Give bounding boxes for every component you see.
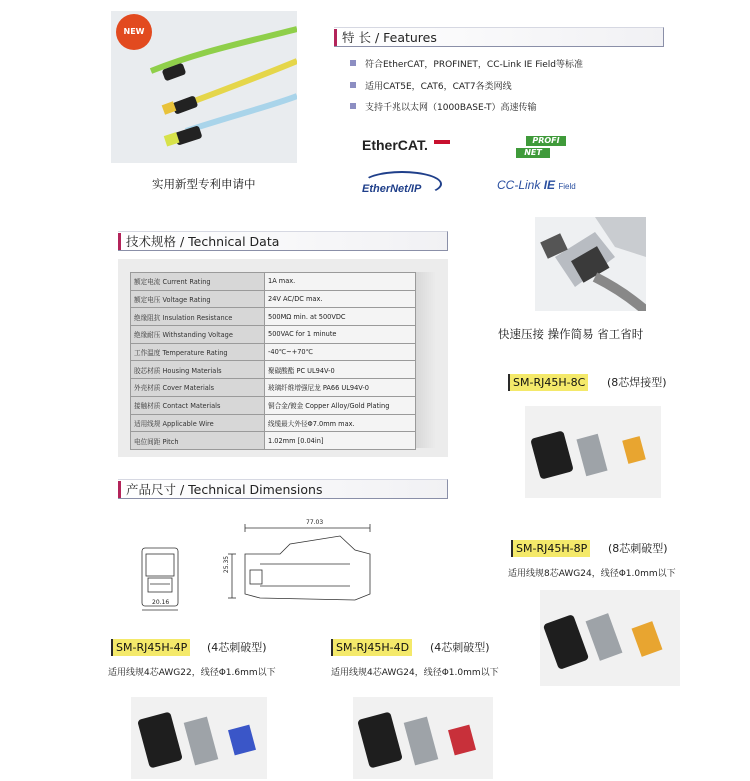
spec-key: 电位间距 Pitch [131, 432, 265, 450]
spec-value: -40℃~+70℃ [265, 343, 416, 361]
feature-text: 适用CAT5E，CAT6，CAT7各类网线 [365, 82, 512, 92]
feature-text: 符合EtherCAT，PROFINET，CC-Link IE Field等标准 [365, 60, 583, 70]
features-header: 特 长 / Features [334, 27, 664, 47]
table-row [131, 379, 416, 397]
ethercat-logo-text: EtherCAT. [362, 137, 428, 153]
table-row [131, 432, 416, 450]
profinet-logo-bottom: NET [516, 148, 550, 158]
spec-value: 铜合金/镀金 Copper Alloy/Gold Plating [265, 396, 416, 414]
spec-table [130, 272, 416, 450]
model-4p-type: (4芯刺破型) [207, 641, 267, 654]
cclink-logo-ie: IE [543, 178, 556, 192]
model-8c-type: (8芯焊接型) [607, 376, 667, 389]
bullet-square-icon [350, 60, 356, 66]
spec-value: 线缆最大外径Φ7.0mm max. [265, 414, 416, 432]
ethernetip-logo [362, 177, 421, 196]
ethercat-arrow-icon [434, 140, 450, 144]
spec-key: 适用线规 Applicable Wire [131, 414, 265, 432]
model-4d-wire: 适用线规4芯AWG24，线径Φ1.0mm以下 [331, 668, 499, 678]
table-row [131, 343, 416, 361]
bullet-square-icon [350, 82, 356, 88]
ethernetip-logo-text: EtherNet/IP [362, 183, 422, 195]
spec-key: 绝缘耐压 Withstanding Voltage [131, 326, 265, 344]
table-shadow [416, 272, 436, 448]
crimping-photo [535, 217, 646, 311]
table-row [131, 326, 416, 344]
spec-value: 聚碳酸酯 PC UL94V-0 [265, 361, 416, 379]
table-row [131, 290, 416, 308]
spec-table-panel [118, 259, 448, 457]
cclink-logo-text: CC-Link [497, 178, 541, 192]
patent-caption: 实用新型专利申请中 [152, 177, 256, 191]
spec-key: 绝缘阻抗 Insulation Resistance [131, 308, 265, 326]
feature-item [350, 102, 537, 114]
model-8p-type: (8芯刺破型) [608, 542, 668, 555]
model-4d-type: (4芯刺破型) [430, 641, 490, 654]
spec-value: 1A max. [265, 273, 416, 291]
cclink-logo [497, 178, 576, 192]
spec-key: 额定电压 Voltage Rating [131, 290, 265, 308]
new-badge-label: NEW [123, 27, 145, 36]
model-4p-wire: 适用线规4芯AWG22，线径Φ1.6mm以下 [108, 668, 276, 678]
dimensions-header: 产品尺寸 / Technical Dimensions [118, 479, 448, 499]
model-4d-label: SM-RJ45H-4D [331, 639, 412, 656]
feature-item [350, 81, 512, 93]
bullet-square-icon [350, 103, 356, 109]
model-4p-photo [131, 697, 267, 779]
ethercat-logo [362, 137, 450, 153]
table-row [131, 273, 416, 291]
cclink-logo-field: Field [558, 182, 576, 191]
profinet-logo [516, 136, 566, 158]
spec-key: 额定电流 Current Rating [131, 273, 265, 291]
table-row [131, 414, 416, 432]
spec-value: 玻璃纤维增强尼龙 PA66 UL94V-0 [265, 379, 416, 397]
dimension-width: 20.16 [152, 599, 170, 606]
spec-value: 24V AC/DC max. [265, 290, 416, 308]
model-8p-photo [540, 590, 680, 686]
spec-key: 工作温度 Temperature Rating [131, 343, 265, 361]
table-row [131, 308, 416, 326]
spec-value: 500VAC for 1 minute [265, 326, 416, 344]
dimension-height: 25.35 [223, 555, 231, 574]
new-badge [116, 14, 152, 50]
dimension-drawing [130, 514, 400, 614]
crimp-caption: 快速压接 操作简易 省工省时 [498, 327, 644, 341]
spec-key: 胶芯材质 Housing Materials [131, 361, 265, 379]
tech-data-header: 技术规格 / Technical Data [118, 231, 448, 251]
spec-key: 接触材质 Contact Materials [131, 396, 265, 414]
model-8p-wire: 适用线规8芯AWG24，线径Φ1.0mm以下 [508, 569, 676, 579]
spec-value: 500MΩ min. at 500VDC [265, 308, 416, 326]
model-8p-label: SM-RJ45H-8P [511, 540, 590, 557]
model-8c-photo [525, 406, 661, 498]
feature-item [350, 59, 583, 71]
spec-key: 外壳材质 Cover Materials [131, 379, 265, 397]
model-8c-label: SM-RJ45H-8C [508, 374, 588, 391]
dimension-length: 77.03 [306, 519, 324, 526]
model-4d-photo [353, 697, 493, 779]
table-row [131, 361, 416, 379]
ethernetip-swoosh-icon [362, 171, 442, 197]
table-row [131, 396, 416, 414]
model-4p-label: SM-RJ45H-4P [111, 639, 190, 656]
spec-value: 1.02mm [0.04in] [265, 432, 416, 450]
feature-text: 支持千兆以太网（1000BASE-T）高速传输 [365, 103, 537, 113]
profinet-logo-top: PROFI [526, 136, 566, 146]
